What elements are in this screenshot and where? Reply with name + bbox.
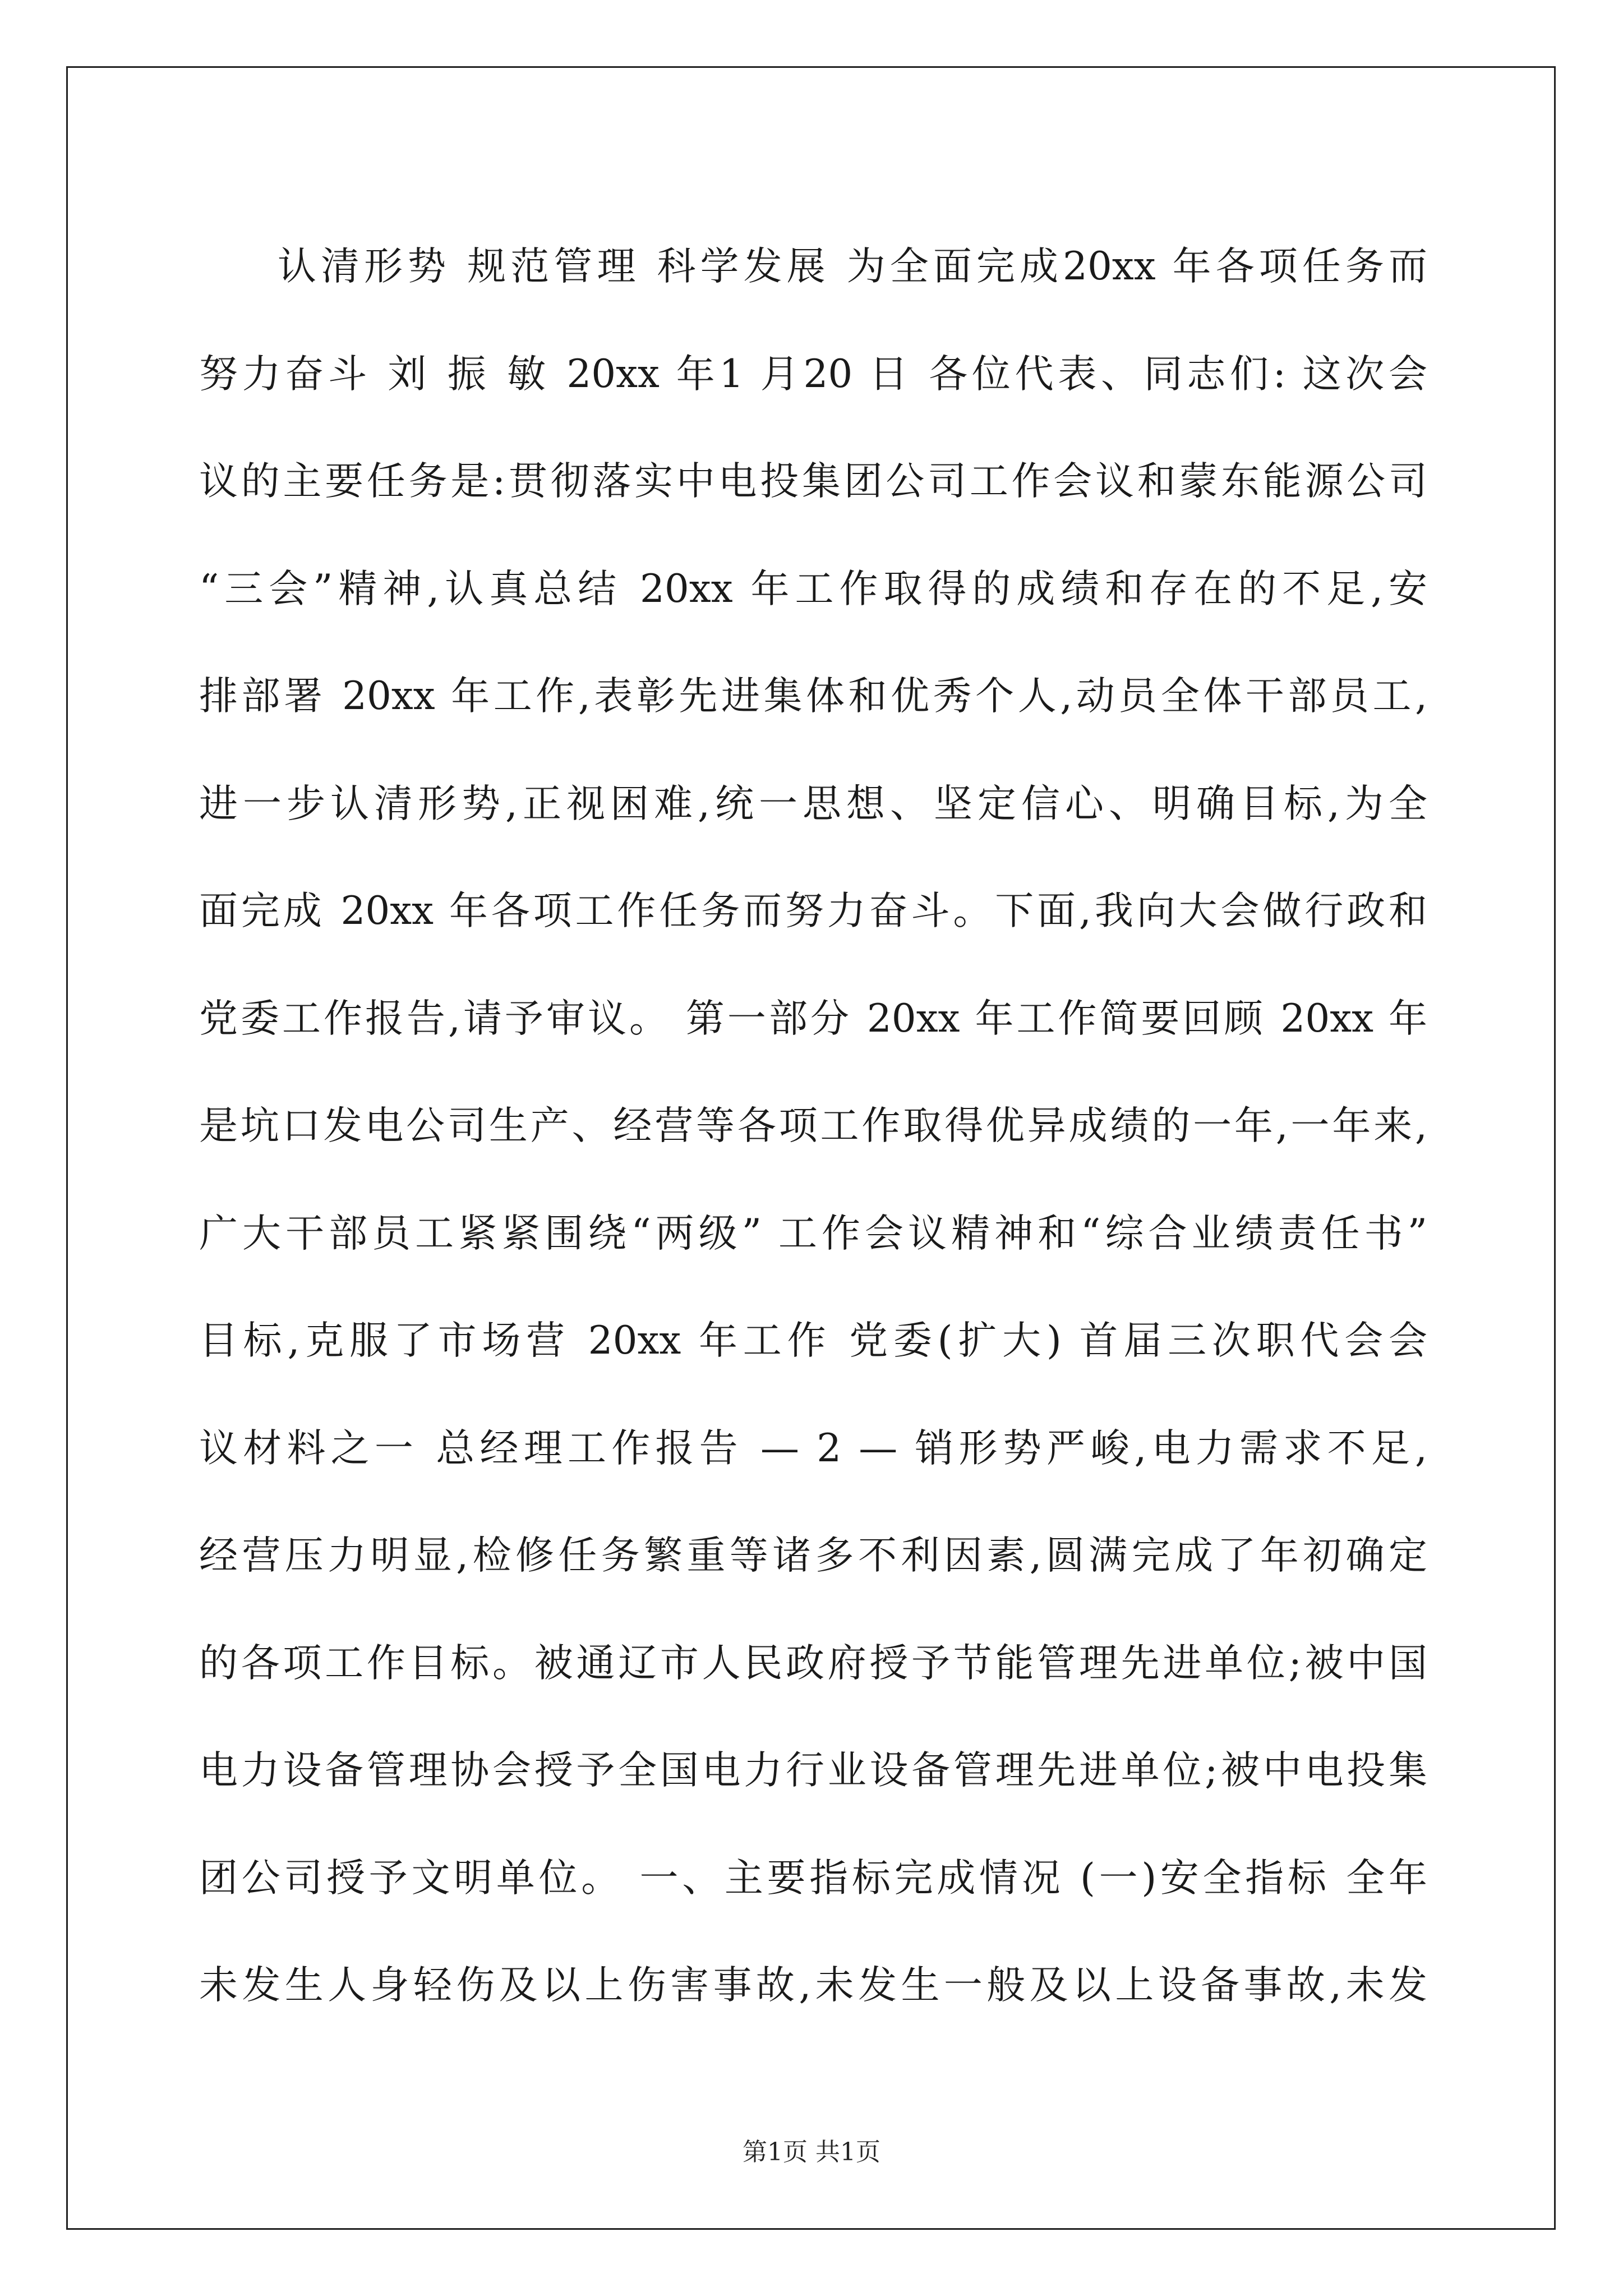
text-line: 广大干部员工紧紧围绕“两级” 工作会议精神和“综合业绩责任书” xyxy=(199,1211,1427,1256)
text-line: 党委工作报告,请予审议。 第一部分 20xx 年工作简要回顾 20xx 年 xyxy=(199,996,1427,1041)
text-line: 努力奋斗 刘 振 敏 20xx 年1 月20 日 各位代表、同志们: 这次会 xyxy=(199,351,1427,397)
text-line: 议的主要任务是:贯彻落实中电投集团公司工作会议和蒙东能源公司 xyxy=(199,459,1427,504)
text-line: 认清形势 规范管理 科学发展 为全面完成20xx 年各项任务而 xyxy=(278,244,1427,289)
page-number-footer: 第1页 共1页 xyxy=(743,2138,880,2166)
text-line: 排部署 20xx 年工作,表彰先进集体和优秀个人,动员全体干部员工, xyxy=(199,674,1427,719)
text-line: 团公司授予文明单位。 一、主要指标完成情况 (一)安全指标 全年 xyxy=(199,1855,1427,1901)
text-line: 是坑口发电公司生产、经营等各项工作取得优异成绩的一年,一年来, xyxy=(199,1103,1427,1148)
text-line: 电力设备管理协会授予全国电力行业设备管理先进单位;被中电投集 xyxy=(199,1748,1427,1793)
text-line: 进一步认清形势,正视困难,统一思想、坚定信心、明确目标,为全 xyxy=(199,781,1427,826)
text-line: 议材料之一 总经理工作报告 — 2 — 销形势严峻,电力需求不足, xyxy=(199,1425,1427,1471)
text-line: 的各项工作目标。被通辽市人民政府授予节能管理先进单位;被中国 xyxy=(199,1640,1427,1686)
text-line: 未发生人身轻伤及以上伤害事故,未发生一般及以上设备事故,未发 xyxy=(199,1963,1427,2008)
text-line: 经营压力明显,检修任务繁重等诸多不利因素,圆满完成了年初确定 xyxy=(199,1533,1427,1578)
text-line: “三会”精神,认真总结 20xx 年工作取得的成绩和存在的不足,安 xyxy=(199,566,1427,611)
text-line: 面完成 20xx 年各项工作任务而努力奋斗。下面,我向大会做行政和 xyxy=(199,889,1427,933)
text-line: 目标,克服了市场营 20xx 年工作 党委(扩大) 首届三次职代会会 xyxy=(199,1318,1427,1363)
document-body xyxy=(199,213,1427,2040)
